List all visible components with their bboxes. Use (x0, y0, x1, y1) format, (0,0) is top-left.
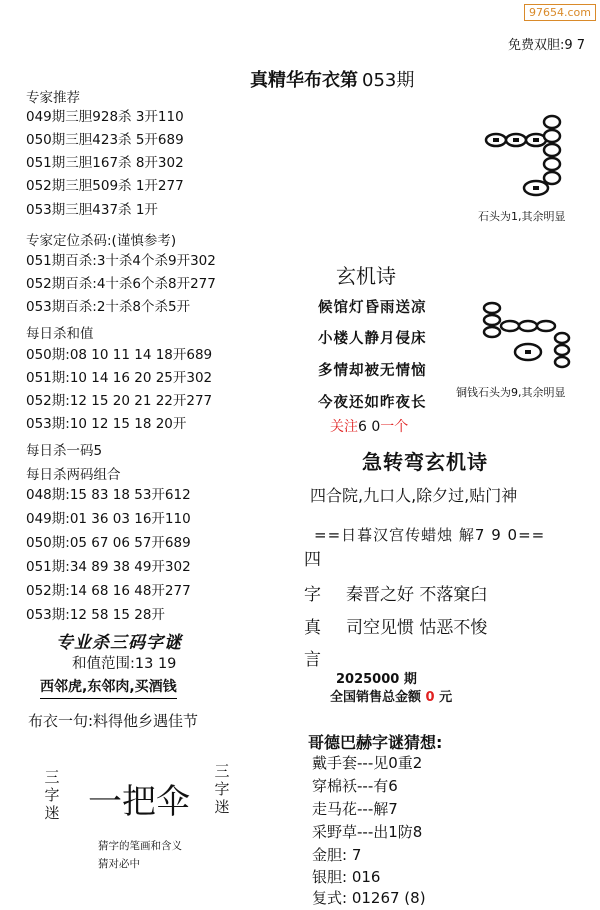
goldbach-line: 戴手套---见0重2 (312, 754, 423, 772)
daily-sum-line: 050期:08 10 11 14 18开689 (26, 347, 213, 363)
buyi-sentence: 布衣一句:料得他乡遇佳节 (28, 712, 199, 730)
coin-diagram-one (478, 108, 578, 208)
follow-numbers: 6 0 (358, 419, 381, 435)
position-kill-heading: 专家定位杀码:(谨慎参考) (26, 233, 177, 249)
riddle-tagline: 专业杀三码字谜 (56, 633, 182, 653)
daily-two-line: 051期:34 89 38 49开302 (26, 559, 191, 575)
page-title (250, 66, 414, 92)
title-main: 真精华布衣第 (250, 70, 358, 91)
daily-two-line: 053期:12 58 15 28开 (26, 607, 165, 623)
sanzi-right-label: 三字迷 (214, 762, 230, 816)
poem-line: 候馆灯昏雨送凉 (318, 300, 427, 316)
follow-suffix: 一个 (380, 419, 409, 435)
sales-amount: 0 (425, 690, 435, 705)
expert-line: 050期三胆423杀 5开689 (26, 132, 184, 148)
site-watermark: 97654.com (524, 4, 596, 21)
jizhuan-title: 急转弯玄机诗 (362, 450, 488, 474)
free-double-label: 免费双胆:9 7 (508, 38, 586, 53)
sales-period: 2025000 期 (336, 672, 417, 687)
goldbach-line: 走马花---解7 (312, 800, 398, 818)
riddle-boxed-line: 西邻虎,东邻肉,买酒钱 (40, 676, 177, 699)
follow-line (330, 416, 408, 436)
sizi-row: 秦晋之好 不落窠臼 (346, 585, 488, 605)
position-kill-line: 051期百杀:3十杀4个杀9开302 (26, 253, 216, 269)
sizi-char: 言 (304, 650, 321, 670)
sales-unit: 元 (439, 690, 453, 705)
poem-title: 玄机诗 (336, 264, 396, 288)
title-period: 053期 (362, 70, 415, 91)
goldbach-line: 金胆: 7 (312, 846, 362, 864)
daily-two-heading: 每日杀两码组合 (26, 467, 121, 483)
sizi-char: 四 (304, 550, 321, 570)
daily-one-code: 每日杀一码5 (26, 443, 103, 459)
daily-sum-heading: 每日杀和值 (26, 326, 94, 342)
daily-sum-line: 053期:10 12 15 18 20开 (26, 416, 187, 432)
expert-line: 051期三胆167杀 8开302 (26, 155, 184, 171)
sizi-row: 司空见惯 怙恶不悛 (346, 618, 488, 638)
goldbach-line: 采野草---出1防8 (312, 823, 423, 841)
sum-range: 和值范围:13 19 (72, 656, 177, 672)
position-kill-line: 052期百杀:4十杀6个杀8开277 (26, 276, 216, 292)
poem-line: 今夜还如昨夜长 (318, 395, 427, 411)
goldbach-line: 银胆: 016 (312, 868, 381, 886)
riddle-answer: 一把伞 (88, 782, 190, 822)
daily-two-line: 048期:15 83 18 53开612 (26, 487, 191, 503)
daily-sum-line: 051期:10 14 16 20 25开302 (26, 370, 213, 386)
daily-sum-line: 052期:12 15 20 21 22开277 (26, 393, 213, 409)
sales-total-line (330, 686, 452, 705)
expert-line: 052期三胆509杀 1开277 (26, 178, 184, 194)
poem-line: 多情却被无情恼 (318, 363, 427, 379)
poem-line: 小楼人静月侵床 (318, 331, 427, 347)
goldbach-title: 哥德巴赫字谜猜想: (308, 733, 443, 752)
coin-diagram-nine (480, 298, 580, 382)
daily-two-line: 050期:05 67 06 57开689 (26, 535, 191, 551)
jizhuan-riddle: 四合院,九口人,除夕过,贴门神 (310, 486, 518, 505)
jizhuan-answer-line: ==日暮汉宫传蜡烛 解7 9 0== (314, 526, 546, 544)
sizi-char: 真 (304, 618, 321, 638)
follow-prefix: 关注 (330, 419, 358, 435)
expert-heading: 专家推荐 (26, 90, 80, 106)
stone-caption-nine: 铜钱石头为9,其余明显 (456, 386, 566, 399)
goldbach-line: 复式: 01267 (8) (312, 889, 426, 907)
riddle-hint: 猜对必中 (98, 858, 140, 870)
sizi-char: 字 (304, 585, 321, 605)
sales-label: 全国销售总金额 (330, 690, 422, 705)
daily-two-line: 049期:01 36 03 16开110 (26, 511, 191, 527)
stone-caption-one: 石头为1,其余明显 (478, 210, 566, 223)
expert-line: 049期三胆928杀 3开110 (26, 109, 184, 125)
daily-two-line: 052期:14 68 16 48开277 (26, 583, 191, 599)
riddle-hint: 猜字的笔画和含义 (98, 840, 182, 852)
expert-line: 053期三胆437杀 1开 (26, 202, 158, 218)
position-kill-line: 053期百杀:2十杀8个杀5开 (26, 299, 191, 315)
goldbach-line: 穿棉袄---有6 (312, 777, 398, 795)
sanzi-left-label: 三字迷 (44, 768, 60, 822)
